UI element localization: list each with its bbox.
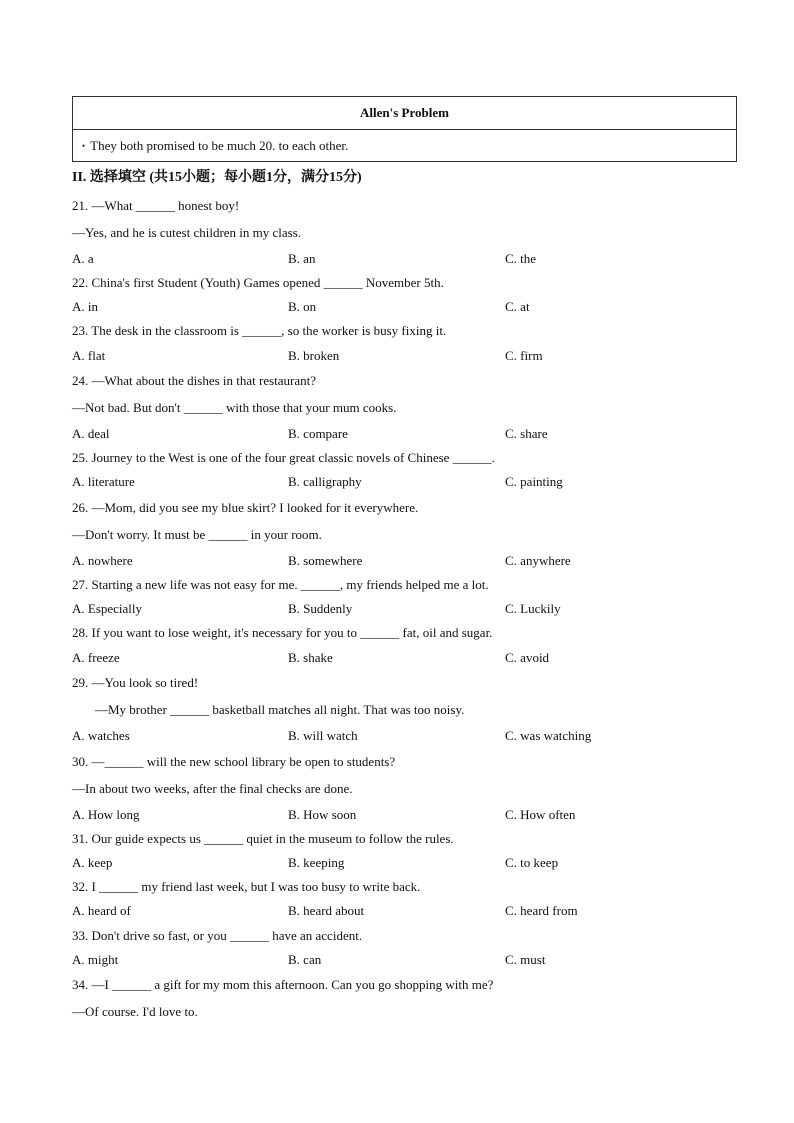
option-c[interactable]: C. the <box>505 251 537 266</box>
option-a[interactable]: A. How long <box>72 807 140 822</box>
question-30-reply: —In about two weeks, after the final checks are done. <box>72 781 353 796</box>
option-b[interactable]: B. shake <box>288 650 333 665</box>
option-b[interactable]: B. calligraphy <box>288 474 362 489</box>
option-c[interactable]: C. share <box>505 426 548 441</box>
option-b[interactable]: B. compare <box>288 426 348 441</box>
section-title: II. 选择填空 (共15小题；每小题1分，满分15分) <box>72 170 362 185</box>
option-b[interactable]: B. will watch <box>288 728 358 743</box>
question-23-options <box>72 348 737 364</box>
option-c[interactable]: C. to keep <box>505 855 559 870</box>
question-30-options <box>72 807 737 823</box>
option-c[interactable]: C. Luckily <box>505 601 561 616</box>
question-32-stem: 32. I ______ my friend last week, but I was too busy to write back. <box>72 879 421 894</box>
question-21-reply: —Yes, and he is cutest children in my class. <box>72 225 302 240</box>
table-row-text: They both promised to be much 20. to each other. <box>90 138 349 153</box>
option-a[interactable]: A. in <box>72 299 98 314</box>
question-24-stem: 24. —What about the dishes in that restaurant? <box>72 373 317 388</box>
option-b[interactable]: B. on <box>288 299 317 314</box>
option-a[interactable]: A. Especially <box>72 601 143 616</box>
option-b[interactable]: B. How soon <box>288 807 357 822</box>
question-26-stem: 26. —Mom, did you see my blue skirt? I looked for it everywhere. <box>72 500 419 515</box>
option-c[interactable]: C. anywhere <box>505 553 571 568</box>
question-29-stem: 29. —You look so tired! <box>72 675 199 690</box>
table-row <box>73 130 736 162</box>
option-a[interactable]: A. freeze <box>72 650 120 665</box>
question-28-stem: 28. If you want to lose weight, it's necessary for you to ______ fat, oil and sugar. <box>72 625 493 640</box>
option-b[interactable]: B. keeping <box>288 855 345 870</box>
option-a[interactable]: A. a <box>72 251 94 266</box>
option-a[interactable]: A. heard of <box>72 903 131 918</box>
question-25-stem: 25. Journey to the West is one of the four great classic novels of Chinese ______. <box>72 450 495 465</box>
question-21-options <box>72 251 737 267</box>
option-c[interactable]: C. was watching <box>505 728 592 743</box>
option-b[interactable]: B. an <box>288 251 316 266</box>
option-a[interactable]: A. watches <box>72 728 130 743</box>
question-27-options <box>72 601 737 617</box>
question-23-stem: 23. The desk in the classroom is ______, so the worker is busy fixing it. <box>72 323 447 338</box>
option-c[interactable]: C. must <box>505 952 546 967</box>
option-a[interactable]: A. nowhere <box>72 553 133 568</box>
option-a[interactable]: A. keep <box>72 855 113 870</box>
option-c[interactable]: C. How often <box>505 807 576 822</box>
option-c[interactable]: C. firm <box>505 348 543 363</box>
question-21-stem: 21. —What ______ honest boy! <box>72 198 240 213</box>
reading-table <box>72 96 737 162</box>
question-24-options <box>72 426 737 442</box>
question-29-reply: —My brother ______ basketball matches all night. That was too noisy. <box>95 702 465 717</box>
question-33-stem: 33. Don't drive so fast, or you ______ have an accident. <box>72 928 363 943</box>
question-28-options <box>72 650 737 666</box>
option-b[interactable]: B. broken <box>288 348 340 363</box>
option-c[interactable]: C. painting <box>505 474 563 489</box>
question-29-options <box>72 728 737 744</box>
question-25-options <box>72 474 737 490</box>
question-32-options <box>72 903 737 919</box>
question-26-reply: —Don't worry. It must be ______ in your room. <box>72 527 322 542</box>
question-22-stem: 22. China's first Student (Youth) Games opened ______ November 5th. <box>72 275 444 290</box>
question-30-stem: 30. —______ will the new school library be open to students? <box>72 754 396 769</box>
option-a[interactable]: A. deal <box>72 426 110 441</box>
option-b[interactable]: B. Suddenly <box>288 601 353 616</box>
bullet-icon: • <box>82 141 86 151</box>
question-31-stem: 31. Our guide expects us ______ quiet in the museum to follow the rules. <box>72 831 454 846</box>
option-a[interactable]: A. flat <box>72 348 106 363</box>
question-24-reply: —Not bad. But don't ______ with those that your mum cooks. <box>72 400 397 415</box>
option-b[interactable]: B. heard about <box>288 903 365 918</box>
question-22-options <box>72 299 737 315</box>
option-b[interactable]: B. somewhere <box>288 553 363 568</box>
option-a[interactable]: A. literature <box>72 474 135 489</box>
question-26-options <box>72 553 737 569</box>
option-a[interactable]: A. might <box>72 952 119 967</box>
option-b[interactable]: B. can <box>288 952 322 967</box>
question-33-options <box>72 952 737 968</box>
option-c[interactable]: C. heard from <box>505 903 578 918</box>
question-27-stem: 27. Starting a new life was not easy for me. ______, my friends helped me a lot. <box>72 577 489 592</box>
option-c[interactable]: C. at <box>505 299 530 314</box>
table-title: Allen's Problem <box>73 97 736 130</box>
question-34-reply: —Of course. I'd love to. <box>72 1004 198 1019</box>
option-c[interactable]: C. avoid <box>505 650 550 665</box>
question-31-options <box>72 855 737 871</box>
question-34-stem: 34. —I ______ a gift for my mom this afternoon. Can you go shopping with me? <box>72 977 494 992</box>
